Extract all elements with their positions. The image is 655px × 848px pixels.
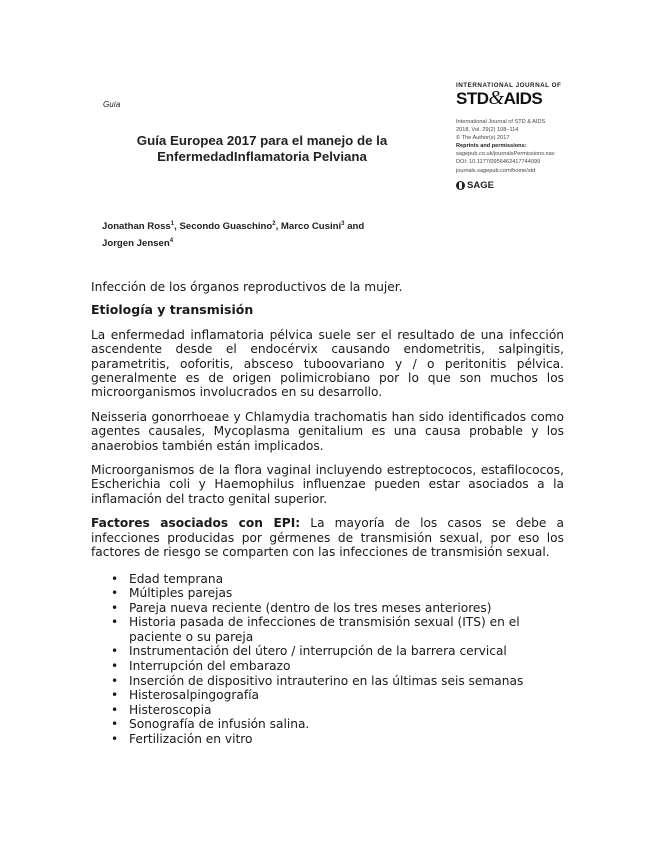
- author-list: [102, 217, 422, 251]
- list-item: • Instrumentación del útero / interrupción de la barrera cervical: [129, 644, 564, 659]
- document-body: [91, 280, 564, 747]
- meta-line: sagepub.co.uk/journalsPermissions.nav: [456, 151, 555, 158]
- sage-icon: [456, 181, 465, 190]
- author-affiliation: 1: [170, 221, 175, 227]
- author-affiliation: 3: [341, 221, 345, 227]
- list-item: • Fertilización en vitro: [129, 732, 564, 747]
- list-item: • Sonografía de infusión salina.: [129, 717, 564, 732]
- list-item: • Edad temprana: [129, 572, 564, 587]
- list-item: • Inserción de dispositivo intrauterino en las últimas seis semanas: [129, 674, 564, 689]
- meta-line: DOI: 10.1177/0956462417744099: [456, 159, 541, 166]
- journal-metadata: [456, 118, 555, 175]
- article-title: [117, 133, 407, 165]
- intro-text: Infección de los órganos reproductivos de la mujer.: [91, 280, 403, 294]
- section-label: Guía: [103, 100, 121, 109]
- list-item: • Pareja nueva reciente (dentro de los tres meses anteriores): [129, 601, 564, 616]
- meta-line: journals.sagepub.com/home/std: [456, 167, 536, 174]
- journal-name: [456, 89, 561, 108]
- list-item: • Interrupción del embarazo: [129, 659, 564, 674]
- list-item: • Histeroscopia: [129, 703, 564, 718]
- journal-small-name: INTERNATIONAL JOURNAL OF: [456, 82, 562, 89]
- paragraph: La enfermedad inflamatoria pélvica suele ser el resultado de una infección ascendente desde el endocérvix causando endometritis, salpingitis, parametritis, ooforitis, absceso tuboovariano y / o peritonitis pélvica. generalmente es de origen polimicrobiano por lo que son muchos los microorganismos involucrados en su desarrollo.: [91, 327, 564, 400]
- section-heading: Etiología y transmisión: [91, 302, 254, 318]
- publisher-logo: [456, 180, 494, 191]
- journal-logo: [456, 82, 561, 108]
- risk-factors-text: La mayoría de los casos se debe a infecciones producidas por gérmenes de transmisión sexual, por eso los factores de riesgo se comparten con las infecciones de transmisión sexual.: [91, 516, 564, 560]
- author-name: Jorgen Jensen: [102, 238, 170, 250]
- list-item: • Histerosalpingografía: [129, 688, 564, 703]
- author-conjunction: and: [347, 221, 365, 233]
- meta-line: 2018, Vol. 29(2) 108–114: [456, 127, 519, 134]
- publisher-name: SAGE: [467, 180, 494, 191]
- paragraph: Neisseria gonorrhoeae y Chlamydia trachomatis han sido identificados como agentes causales, Mycoplasma genitalium es una causa probable y los anaerobios también están implicados.: [91, 409, 564, 453]
- meta-line: International Journal of STD & AIDS: [456, 119, 546, 125]
- authors-line-2: [102, 234, 422, 251]
- list-item: • Múltiples parejas: [129, 586, 564, 601]
- journal-name-aids: AIDS: [503, 89, 543, 108]
- title-line-2: EnfermedadInflamatoria Pelviana: [157, 149, 367, 164]
- author-name: Jonathan Ross: [102, 221, 171, 233]
- meta-line: Reprints and permissions:: [456, 143, 527, 150]
- risk-factor-list: [91, 572, 564, 747]
- author-affiliation: 4: [169, 238, 174, 245]
- journal-name-std: STD: [456, 89, 489, 108]
- authors-line-1: Jonathan Ross$^1$, Secondo Guaschino$^2$, Marco Cusini$^3$ and: [102, 221, 365, 233]
- risk-factors-paragraph: [91, 516, 564, 559]
- author-affiliation: 2: [272, 221, 276, 227]
- journal-name-amp: &: [488, 87, 504, 109]
- author-name: Secondo Guaschino: [179, 221, 273, 233]
- author-name: Marco Cusini: [280, 221, 342, 233]
- title-line-1: Guía Europea 2017 para el manejo de la: [136, 133, 388, 148]
- risk-factors-label: Factores asociados con EPI:: [91, 516, 301, 531]
- list-item: • Historia pasada de infecciones de transmisión sexual (ITS) en el paciente o su pareja: [129, 615, 564, 644]
- paragraph: Microorganismos de la flora vaginal incluyendo estreptococos, estafilococos, Escherichia coli y Haemophilus influenzae pueden estar asociados a la inflamación del tracto genital superior.: [91, 463, 564, 506]
- meta-line: © The Author(s) 2017: [456, 135, 510, 142]
